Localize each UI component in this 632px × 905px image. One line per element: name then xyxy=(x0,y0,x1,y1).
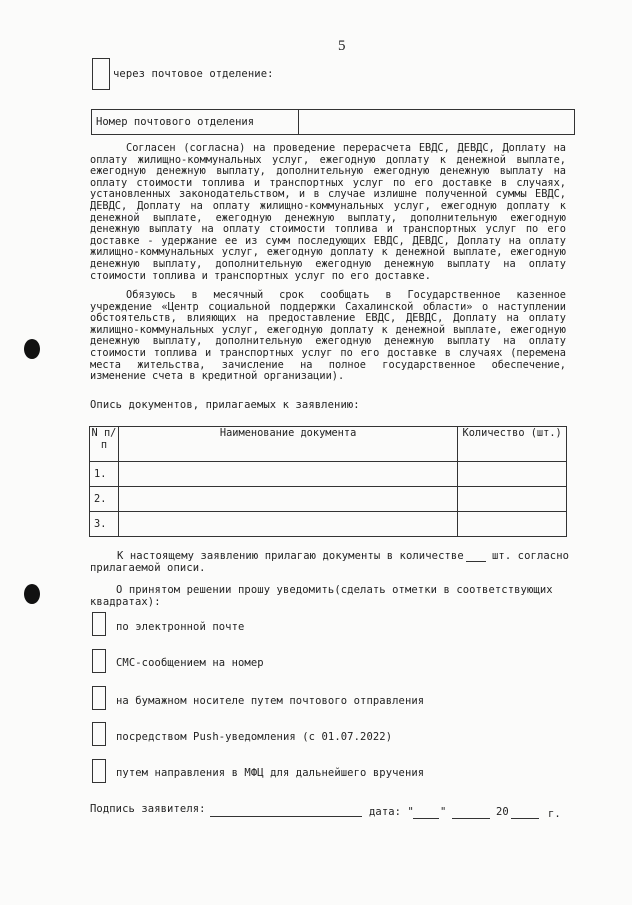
postal-office-label: через почтовое отделение: xyxy=(113,68,274,80)
consent-paragraph xyxy=(90,143,566,282)
notify-push-checkbox[interactable] xyxy=(92,722,106,746)
row-name-cell[interactable] xyxy=(118,487,457,512)
header-qty: Количество (шт.) xyxy=(458,427,567,462)
table-row xyxy=(90,487,567,512)
attach-count-field[interactable] xyxy=(466,561,486,562)
postal-office-number-label: Номер почтового отделения xyxy=(96,116,255,128)
documents-title: Опись документов, прилагаемых к заявлению: xyxy=(90,399,360,411)
date-year-suffix: г. xyxy=(548,808,561,820)
row-num: 1. xyxy=(90,462,119,487)
row-name-cell[interactable] xyxy=(118,462,457,487)
notify-sms-checkbox[interactable] xyxy=(92,649,106,673)
notify-paper-label: на бумажном носителе путем почтового отправления xyxy=(116,695,425,707)
notify-intro: О принятом решении прошу уведомить(сделать отметки в соответствующих квадратах): xyxy=(90,584,553,608)
date-label: дата: " xyxy=(369,806,414,818)
notify-mfc-checkbox[interactable] xyxy=(92,759,106,783)
row-qty-cell[interactable] xyxy=(458,512,567,537)
row-name-cell[interactable] xyxy=(118,512,457,537)
postal-office-checkbox[interactable] xyxy=(92,58,110,90)
page-number: 5 xyxy=(338,38,346,54)
notify-email-checkbox[interactable] xyxy=(92,612,106,636)
row-qty-cell[interactable] xyxy=(458,462,567,487)
table-row xyxy=(90,512,567,537)
notify-paper-checkbox[interactable] xyxy=(92,686,106,710)
attach-text-before: К настоящему заявлению прилагаю документы в количестве xyxy=(117,550,464,562)
obligation-text: Обязуюсь в месячный срок сообщать в Государственное казенное учреждение «Центр социальной поддержки Сахалинской области» о наступлении обстоятельств, влияющих на предоставление ЕВДС, ДЕВДС, Доплату на оплату жилищно-коммунальных услуг, ежегодную доплату к денежной выплате, ежегодную денежную выплату, дополнительную ежегодную денежную выплату на оплату стоимости топлива и транспортных услуг по его доставке в случаях (перемена места жительства, зачисление на полное государственное обеспечение, изменение счета в кредитной организации). xyxy=(90,289,566,383)
postal-office-number-box xyxy=(91,109,575,135)
date-quote: " xyxy=(440,806,447,818)
attach-text-line2: прилагаемой описи. xyxy=(90,562,206,574)
date-day-field[interactable] xyxy=(413,818,439,819)
table-row xyxy=(90,462,567,487)
row-qty-cell[interactable] xyxy=(458,487,567,512)
attach-text-after: шт. согласно xyxy=(492,550,570,562)
date-year-prefix: 20 xyxy=(496,806,509,818)
header-num: N п/п xyxy=(90,427,119,462)
obligation-paragraph xyxy=(90,290,566,383)
binder-hole-top xyxy=(24,339,40,359)
date-year-field[interactable] xyxy=(511,818,539,819)
row-num: 3. xyxy=(90,512,119,537)
consent-text: Согласен (согласна) на проведение перерасчета ЕВДС, ДЕВДС, Доплату на оплату жилищно-коммунальных услуг, ежегодную доплату к денежной выплате, ежегодную денежную выплату, дополнительную ежегодную денежную выплату на оплату стоимости топлива и транспортных услуг по его доставке в случаях, установленных законодательством, и в случае излишне полученной суммы ЕВДС, ДЕВДС, Доплату на оплату жилищно-коммунальных услуг, ежегодную доплату к денежной выплате, ежегодную денежную выплату, дополнительную ежегодную денежную выплату на оплату стоимости топлива и транспортных услуг по его доставке - удержание ее из сумм последующих ЕВДС, ДЕВДС, Доплату на оплату жилищно-коммунальных услуг, ежегодную доплату к денежной выплате, ежегодную денежную выплату, дополнительную ежегодную денежную выплату на оплату стоимости топлива и транспортных услуг по его доставке. xyxy=(90,142,566,282)
notify-email-label: по электронной почте xyxy=(116,621,245,633)
notify-mfc-label: путем направления в МФЦ для дальнейшего вручения xyxy=(116,767,425,779)
binder-hole-bottom xyxy=(24,584,40,604)
signature-label: Подпись заявителя: xyxy=(90,803,206,815)
signature-field[interactable] xyxy=(210,816,362,817)
notify-sms-label: СМС-сообщением на номер xyxy=(116,657,264,669)
header-name: Наименование документа xyxy=(118,427,457,462)
documents-table xyxy=(89,426,567,537)
notify-push-label: посредством Push-уведомления (с 01.07.2022) xyxy=(116,731,393,743)
date-month-field[interactable] xyxy=(452,818,490,819)
row-num: 2. xyxy=(90,487,119,512)
